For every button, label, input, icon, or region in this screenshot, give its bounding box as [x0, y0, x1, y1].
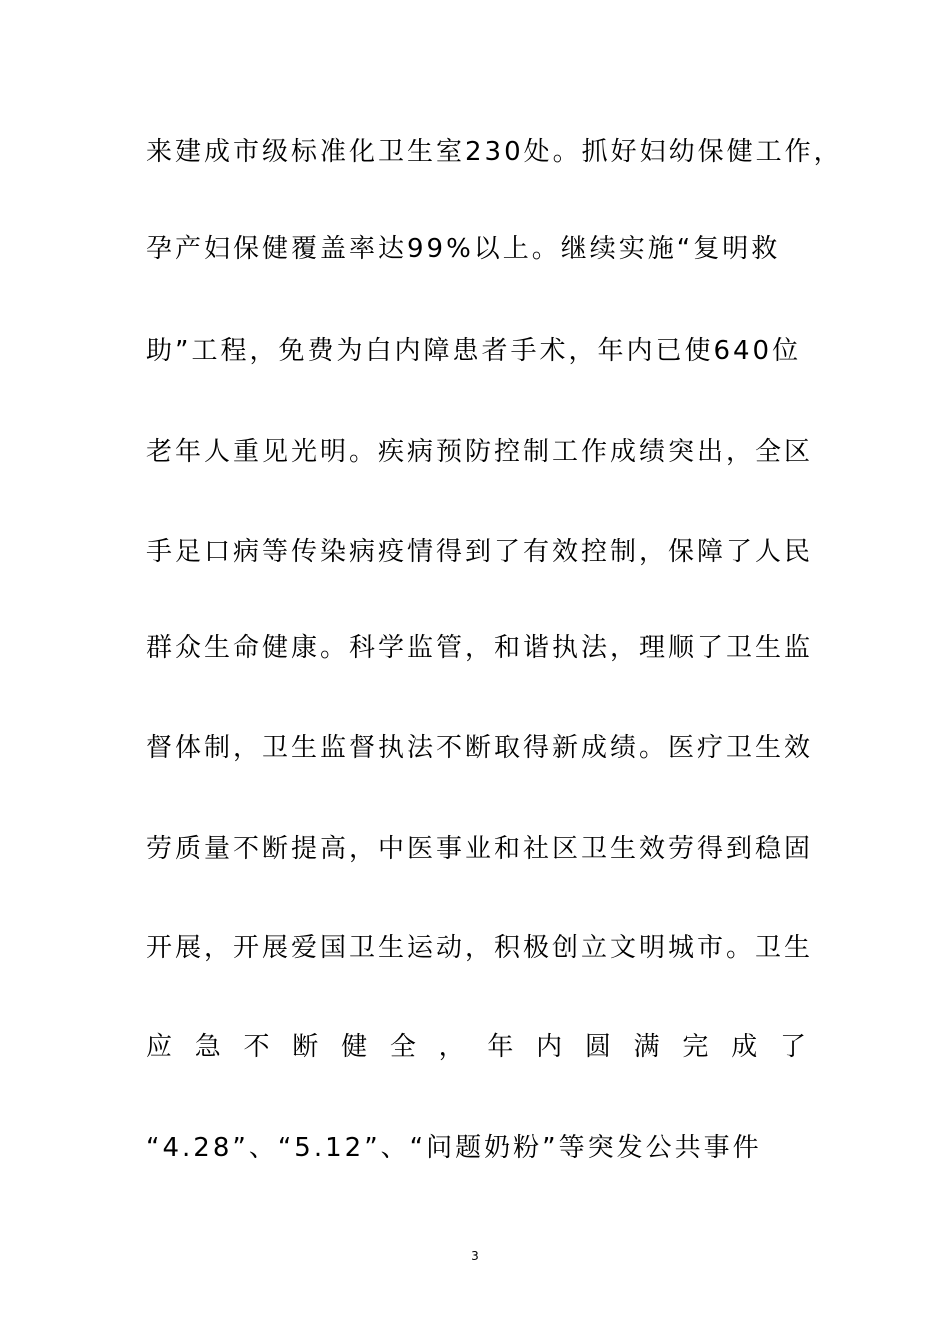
text-line: 开展，开展爱国卫生运动，积极创立文明城市。卫生: [146, 933, 814, 963]
text-char: 完: [682, 1032, 709, 1062]
text-line: 助”工程，免费为白内障患者手术，年内已使640位: [146, 336, 802, 366]
text-char: 圆: [584, 1032, 611, 1062]
text-char: ，: [438, 1032, 465, 1062]
text-line: 来建成市级标准化卫生室230处。抓好妇幼保健工作，: [146, 137, 843, 167]
text-char: 应: [146, 1032, 173, 1062]
justified-text-line: [146, 1027, 806, 1067]
text-char: 不: [243, 1032, 270, 1062]
text-line: 群众生命健康。科学监管，和谐执法，理顺了卫生监: [146, 633, 814, 663]
text-char: 满: [633, 1032, 660, 1062]
text-line: “4.28”、“5.12”、“问题奶粉”等突发公共事件: [146, 1133, 762, 1163]
text-char: 断: [292, 1032, 319, 1062]
text-line: 孕产妇保健覆盖率达99%以上。继续实施“复明救: [146, 234, 781, 264]
text-char: 了: [779, 1032, 806, 1062]
text-char: 年: [487, 1032, 514, 1062]
page-number: 3: [471, 1249, 479, 1263]
text-char: 内: [536, 1032, 563, 1062]
text-line: 督体制，卫生监督执法不断取得新成绩。医疗卫生效: [146, 733, 814, 763]
text-char: 健: [341, 1032, 368, 1062]
text-char: 急: [194, 1032, 221, 1062]
text-char: 全: [389, 1032, 416, 1062]
text-line: 劳质量不断提高，中医事业和社区卫生效劳得到稳固: [146, 834, 814, 864]
text-line: 手足口病等传染病疫情得到了有效控制，保障了人民: [146, 537, 814, 567]
text-char: 成: [731, 1032, 758, 1062]
text-line: 老年人重见光明。疾病预防控制工作成绩突出，全区: [146, 437, 814, 467]
